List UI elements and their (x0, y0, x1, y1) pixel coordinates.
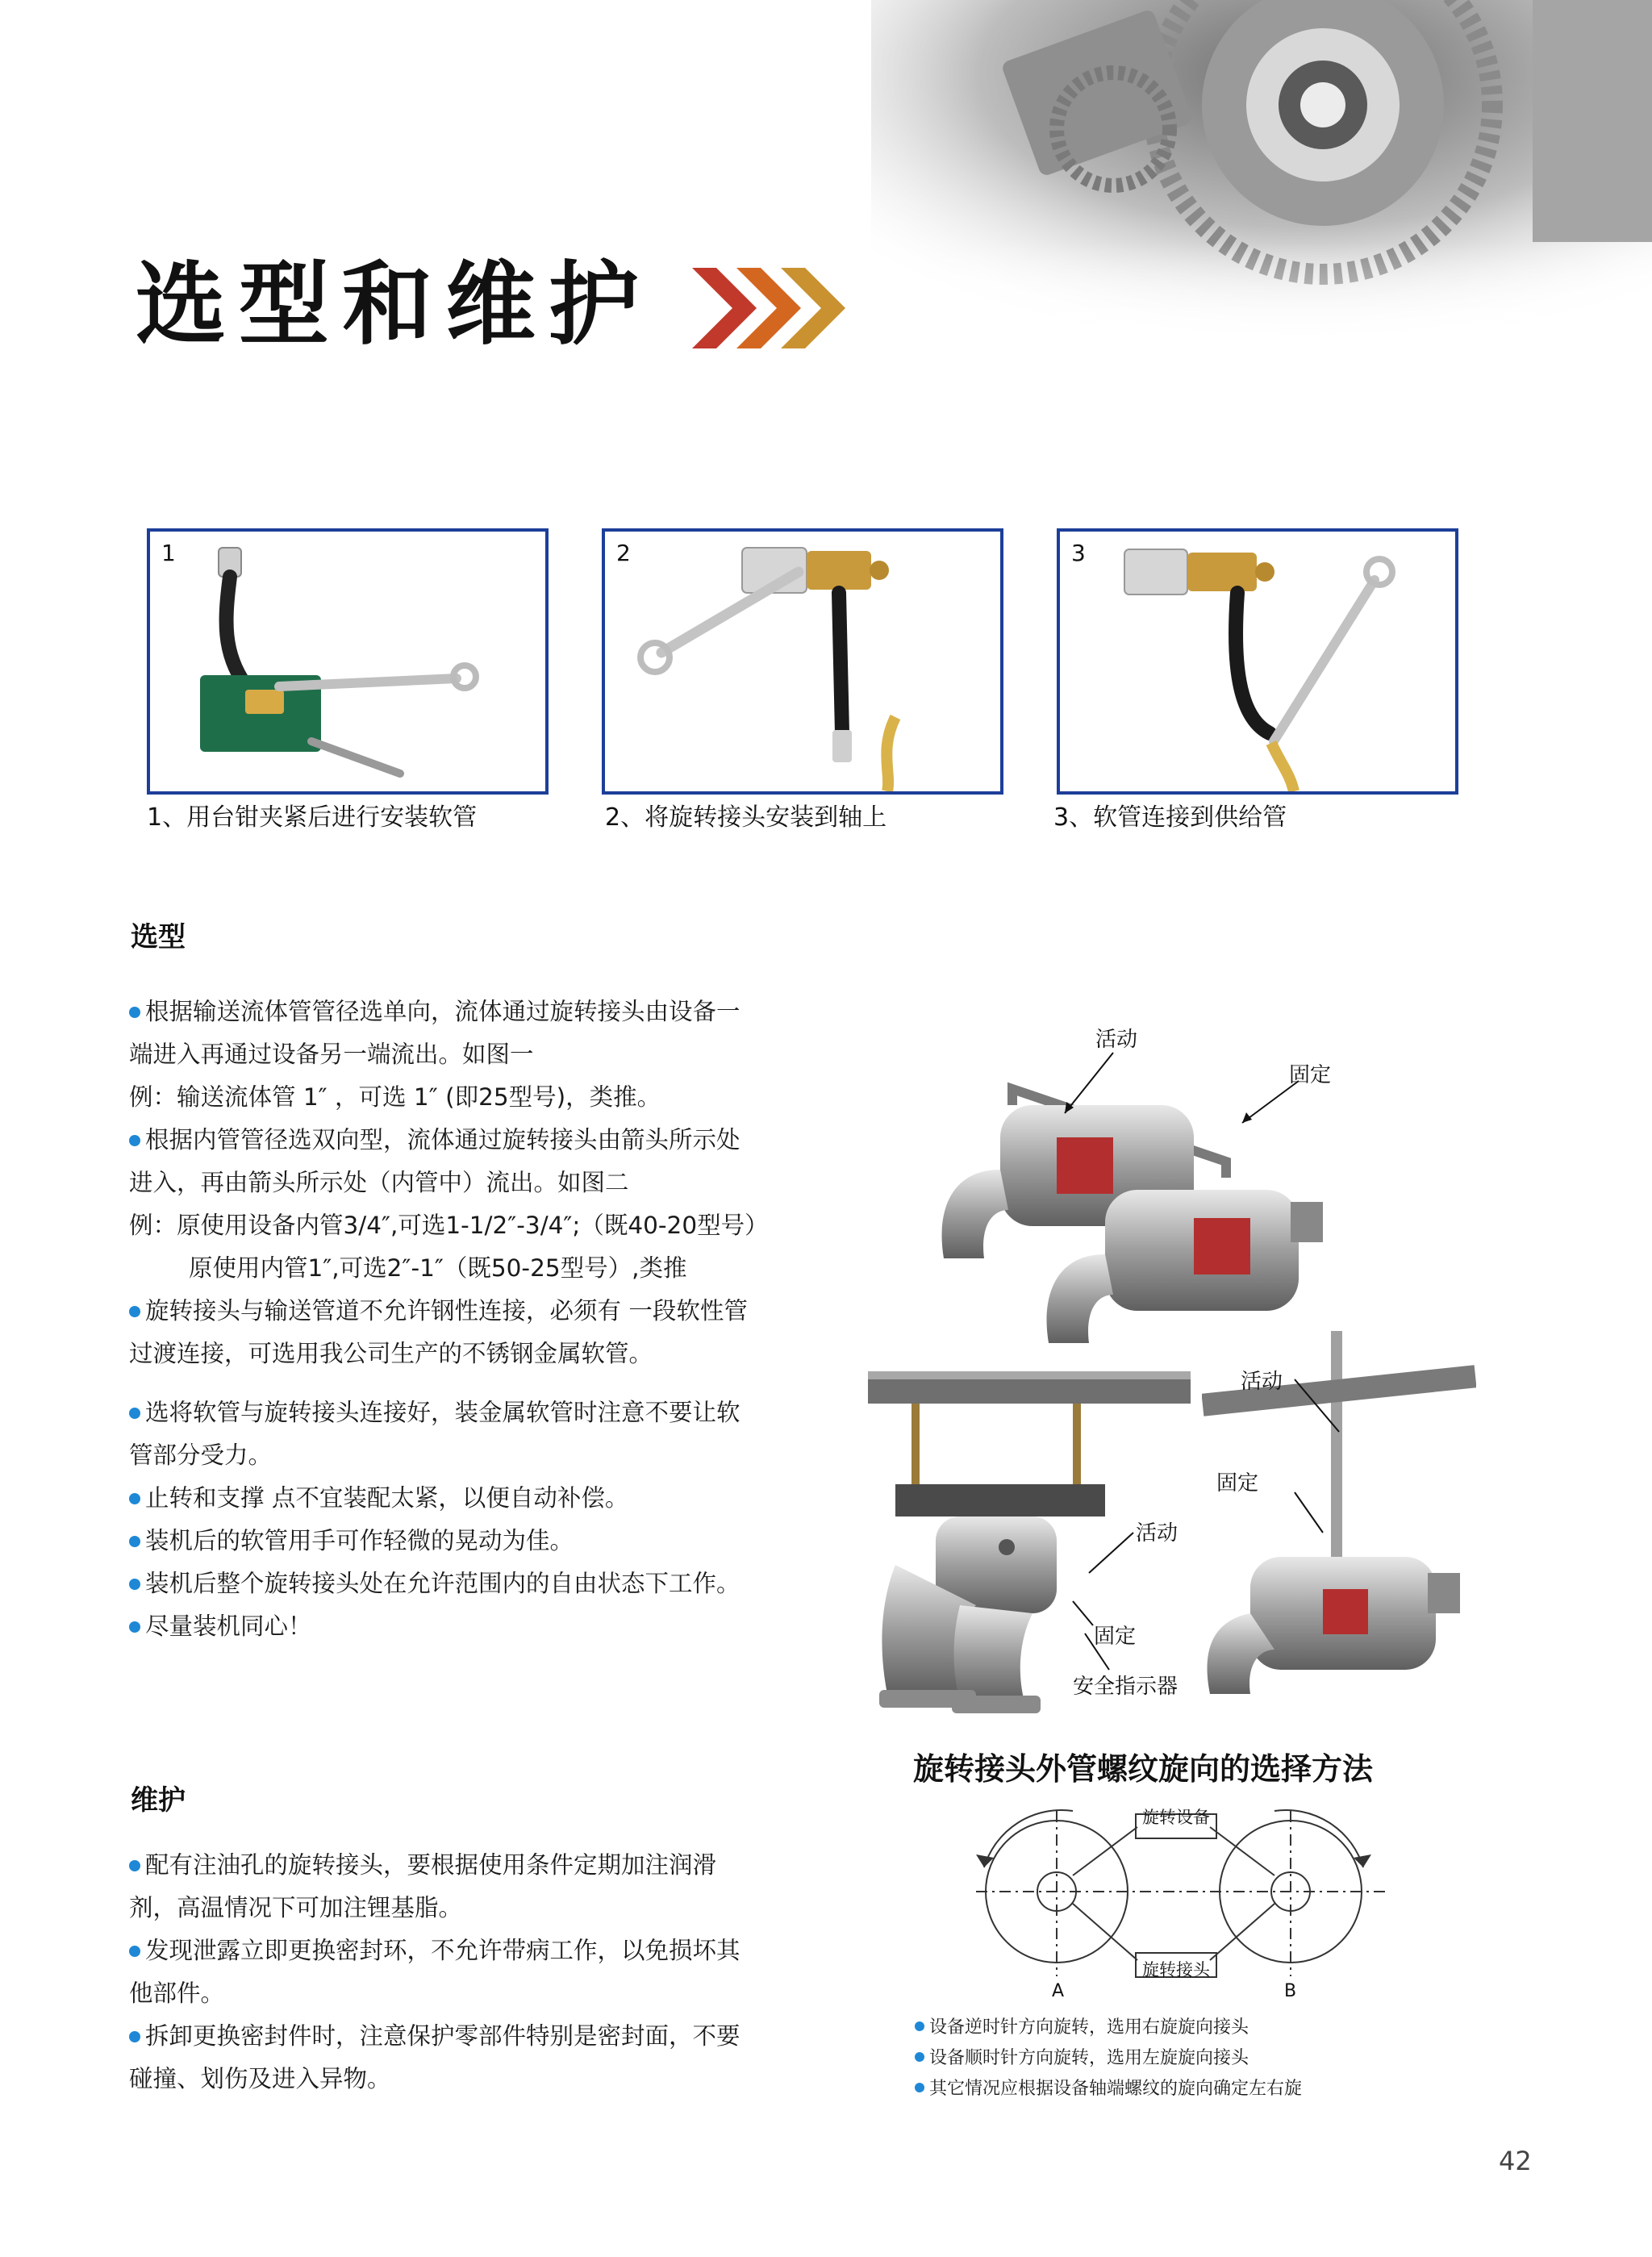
step-1-frame (147, 528, 549, 795)
bullet-icon (915, 2021, 924, 2031)
text-line: 端进入再通过设备另一端流出。如图一 (129, 1041, 534, 1068)
label-fixed: 固定 (1094, 1625, 1137, 1649)
bullet-line: 装机后的软管用手可作轻微的晃动为佳。 (129, 1520, 799, 1562)
pointer-lines (1049, 1049, 1323, 1129)
bullet-icon (129, 1946, 140, 1957)
bullet-icon (129, 2031, 140, 2042)
bullet-line: 止转和支撑 点不宜装配太紧，以便自动补偿。 (129, 1477, 799, 1520)
text-line: 剂，高温情况下可加注锂基脂。 (129, 1894, 463, 1921)
thread-note: 设备逆时针方向旋转，选用右旋旋向接头 (915, 2013, 1249, 2038)
label-active: 活动 (1095, 1028, 1138, 1052)
page-title: 选型和维护 (136, 252, 652, 357)
bullet-line: 旋转接头与输送管道不允许钢性连接，必须有 一段软性管 (129, 1290, 799, 1333)
step-number: 3 (1071, 540, 1086, 566)
bullet-icon (129, 1007, 140, 1018)
joint-shaft-install-illustration (605, 532, 1000, 791)
label-a: A (1052, 1981, 1065, 2001)
step-number: 2 (616, 540, 631, 566)
text-line: 他部件。 (129, 1980, 225, 2007)
step-2-frame (602, 528, 1003, 795)
bullet-line: 选将软管与旋转接头连接好，装金属软管时注意不要让软 (129, 1391, 799, 1434)
thread-section-title: 旋转接头外管螺纹旋向的选择方法 (913, 1751, 1374, 1787)
bullet-icon (129, 1306, 140, 1317)
pointer-lines (1291, 1375, 1371, 1537)
bullet-icon (915, 2052, 924, 2062)
selection-text (129, 991, 799, 1648)
thread-note: 其它情况应根据设备轴端螺纹的旋向确定左右旋 (915, 2075, 1302, 2100)
label-active: 活动 (1241, 1370, 1283, 1394)
bullet-line: 装机后整个旋转接头处在允许范围内的自由状态下工作。 (129, 1562, 799, 1605)
bullet-line: 配有注油孔的旋转接头，要根据使用条件定期加注润滑 (129, 1844, 799, 1887)
label-fixed: 固定 (1289, 1063, 1332, 1087)
text-line: 碰撞、划伤及进入异物。 (129, 2065, 391, 2092)
bullet-icon (129, 1860, 140, 1871)
bullet-line: 尽量装机同心！ (129, 1605, 799, 1648)
maintenance-text (129, 1844, 799, 2101)
bullet-icon (129, 1493, 140, 1504)
bullet-icon (129, 1621, 140, 1633)
vise-hose-install-illustration (150, 532, 545, 791)
maintenance-heading: 维护 (131, 1784, 186, 1817)
thread-note: 设备顺时针方向旋转，选用左旋旋向接头 (915, 2044, 1249, 2069)
page-number: 42 (1499, 2146, 1532, 2176)
bullet-icon (129, 1536, 140, 1547)
label-rotary-joint: 旋转接头 (1142, 1960, 1210, 1980)
bullet-line: 根据输送流体管管径选单向，流体通过旋转接头由设备一 (129, 991, 799, 1033)
label-b: B (1284, 1981, 1297, 2001)
chevron-arrows-icon (692, 268, 845, 348)
step-3-caption: 3、软管连接到供给管 (1053, 803, 1287, 832)
label-rotating-device: 旋转设备 (1142, 1808, 1210, 1827)
selection-heading: 选型 (131, 921, 186, 953)
label-fixed: 固定 (1216, 1471, 1259, 1496)
text-line: 原使用内管1″,可选2″-1″（既50-25型号）,类推 (189, 1254, 687, 1282)
label-safety-indicator: 安全指示器 (1073, 1675, 1179, 1699)
step-1-caption: 1、用台钳夹紧后进行安装软管 (147, 803, 478, 832)
bullet-icon (129, 1579, 140, 1590)
bullet-icon (129, 1135, 140, 1146)
text-line: 过渡连接，可选用我公司生产的不锈钢金属软管。 (129, 1340, 653, 1367)
step-number: 1 (161, 540, 176, 566)
header-machinery-image (871, 0, 1652, 371)
text-line: 管部分受力。 (129, 1441, 273, 1469)
bullet-icon (915, 2083, 924, 2092)
bullet-line: 拆卸更换密封件时，注意保护零部件特别是密封面，不要 (129, 2015, 799, 2058)
step-2-caption: 2、将旋转接头安装到轴上 (605, 803, 887, 832)
label-active: 活动 (1136, 1521, 1179, 1546)
text-line: 例：输送流体管 1″ ，可选 1″ (即25型号)，类推。 (129, 1083, 661, 1111)
pointer-lines (1049, 1525, 1145, 1686)
bullet-line: 发现泄露立即更换密封环，不允许带病工作，以免损坏其 (129, 1930, 799, 1972)
text-line: 例：原使用设备内管3/4″,可选1-1/2″-3/4″;（既40-20型号） (129, 1212, 769, 1239)
step-3-frame (1057, 528, 1458, 795)
bullet-line: 根据内管管径选双向型，流体通过旋转接头由箭头所示处 (129, 1119, 799, 1162)
text-line: 进入，再由箭头所示处（内管中）流出。如图二 (129, 1169, 629, 1196)
hose-supply-connect-illustration (1060, 532, 1455, 791)
bullet-icon (129, 1408, 140, 1419)
